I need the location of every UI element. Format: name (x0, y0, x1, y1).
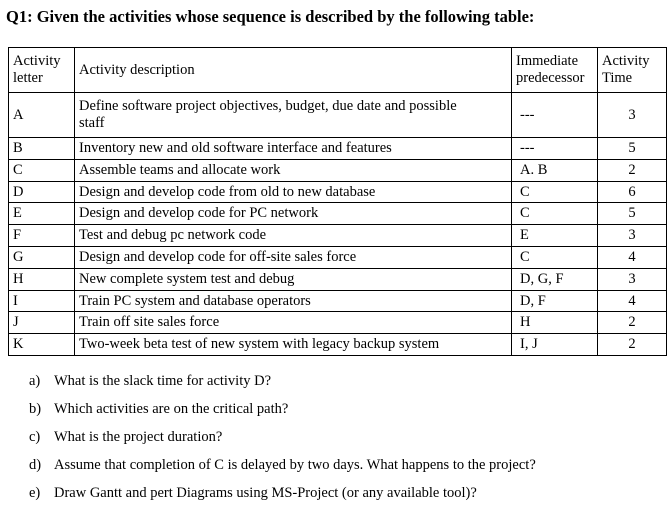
header-immediate-predecessor: Immediate predecessor (512, 48, 598, 93)
cell-description: Define software project objectives, budget, due date and possible staff (75, 93, 512, 138)
question-text: Assume that completion of C is delayed by two days. What happens to the project? (54, 457, 536, 473)
question-list (29, 371, 536, 511)
table-row (9, 181, 667, 203)
table-row (9, 268, 667, 290)
cell-predecessor: H (512, 312, 598, 334)
cell-letter: A (9, 93, 75, 138)
table-row (9, 93, 667, 138)
table-row (9, 312, 667, 334)
table-row (9, 290, 667, 312)
question-label: a) (29, 373, 41, 389)
question-text: What is the project duration? (54, 429, 223, 445)
cell-time: 4 (598, 246, 667, 268)
question-label: b) (29, 401, 42, 417)
cell-description: Design and develop code for PC network (75, 203, 512, 225)
question-item (29, 427, 536, 455)
table-header-row (9, 48, 667, 93)
cell-predecessor: I, J (512, 334, 598, 356)
cell-description: Train off site sales force (75, 312, 512, 334)
question-text: Which activities are on the critical path? (54, 401, 289, 417)
cell-letter: F (9, 225, 75, 247)
table-row (9, 203, 667, 225)
table-row (9, 138, 667, 160)
cell-letter: C (9, 159, 75, 181)
cell-time: 5 (598, 138, 667, 160)
cell-time: 5 (598, 203, 667, 225)
cell-description: Inventory new and old software interface and features (75, 138, 512, 160)
cell-description: Test and debug pc network code (75, 225, 512, 247)
cell-predecessor: C (512, 246, 598, 268)
cell-predecessor: E (512, 225, 598, 247)
cell-description: Design and develop code from old to new database (75, 181, 512, 203)
question-label: e) (29, 485, 41, 501)
question-item (29, 399, 536, 427)
cell-description: Design and develop code for off-site sales force (75, 246, 512, 268)
cell-letter: J (9, 312, 75, 334)
table-row (9, 246, 667, 268)
header-activity-letter: Activity letter (9, 48, 75, 93)
table-row (9, 159, 667, 181)
cell-predecessor: --- (512, 93, 598, 138)
cell-letter: I (9, 290, 75, 312)
question-label: c) (29, 429, 41, 445)
question-item (29, 455, 536, 483)
question-item (29, 483, 536, 511)
cell-description: Two-week beta test of new system with legacy backup system (75, 334, 512, 356)
cell-time: 3 (598, 225, 667, 247)
cell-time: 6 (598, 181, 667, 203)
cell-time: 3 (598, 93, 667, 138)
table-row (9, 225, 667, 247)
cell-predecessor: C (512, 203, 598, 225)
header-activity-time: Activity Time (598, 48, 667, 93)
cell-predecessor: C (512, 181, 598, 203)
cell-predecessor: A. B (512, 159, 598, 181)
cell-predecessor: D, G, F (512, 268, 598, 290)
question-label: d) (29, 457, 42, 473)
cell-time: 3 (598, 268, 667, 290)
cell-time: 4 (598, 290, 667, 312)
question-heading: Q1: Given the activities whose sequence is described by the following table: (6, 7, 535, 26)
cell-description: Assemble teams and allocate work (75, 159, 512, 181)
cell-letter: B (9, 138, 75, 160)
table-row (9, 334, 667, 356)
cell-description: New complete system test and debug (75, 268, 512, 290)
cell-letter: G (9, 246, 75, 268)
question-item (29, 371, 536, 399)
cell-letter: H (9, 268, 75, 290)
question-text: Draw Gantt and pert Diagrams using MS-Project (or any available tool)? (54, 485, 477, 501)
cell-time: 2 (598, 312, 667, 334)
cell-description: Train PC system and database operators (75, 290, 512, 312)
cell-predecessor: --- (512, 138, 598, 160)
header-activity-description: Activity description (75, 48, 512, 93)
cell-letter: E (9, 203, 75, 225)
cell-time: 2 (598, 159, 667, 181)
activity-table (8, 47, 667, 356)
cell-predecessor: D, F (512, 290, 598, 312)
question-text: What is the slack time for activity D? (54, 373, 272, 389)
cell-letter: K (9, 334, 75, 356)
cell-time: 2 (598, 334, 667, 356)
cell-letter: D (9, 181, 75, 203)
